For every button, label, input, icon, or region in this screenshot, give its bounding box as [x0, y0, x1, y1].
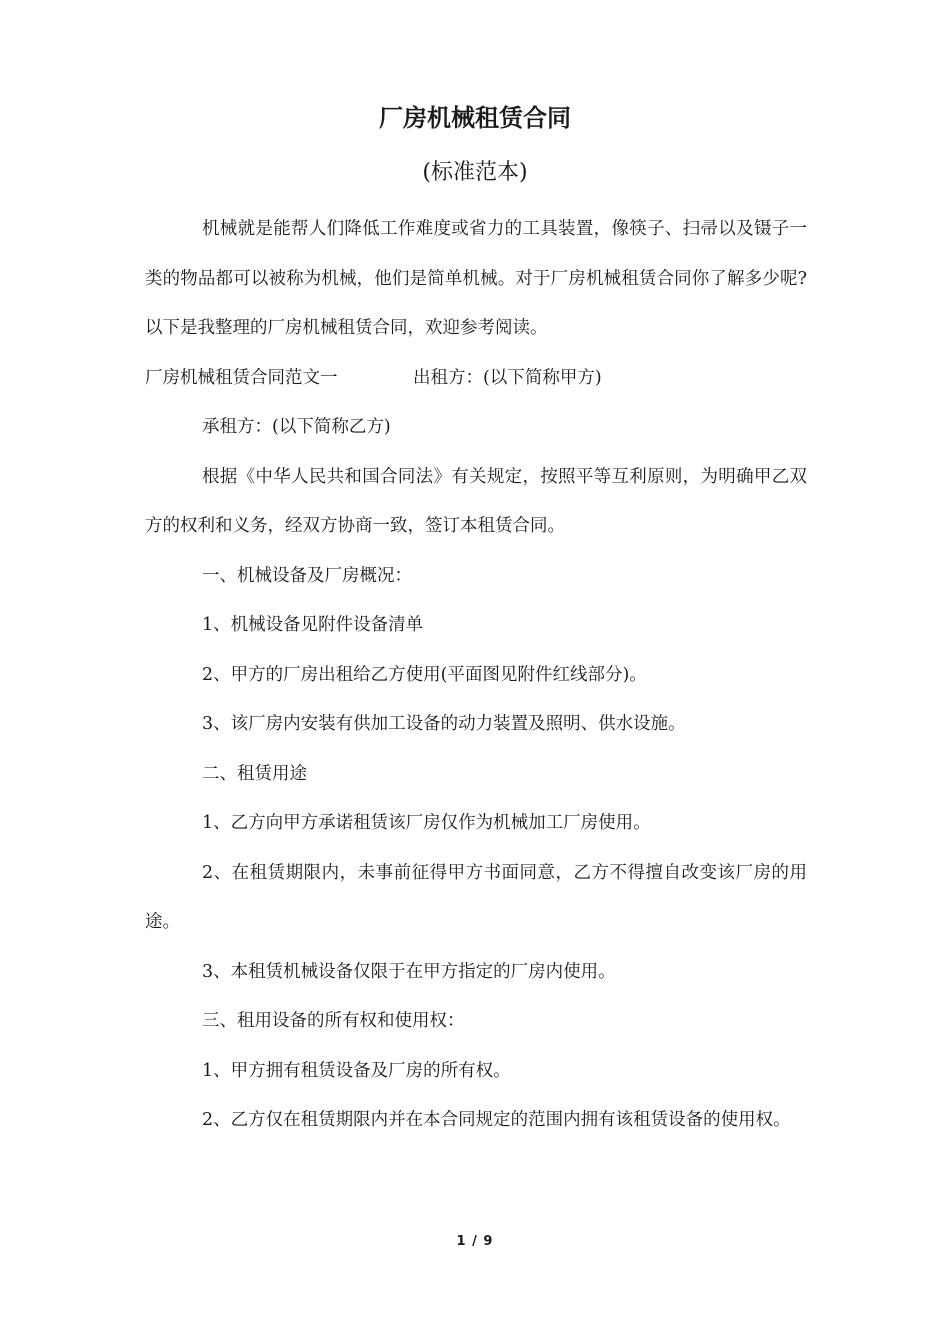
section-3-title: 三、租用设备的所有权和使用权：	[202, 1011, 465, 1031]
section-2-item-1: 1、乙方向甲方承诺租赁该厂房仅作为机械加工厂房使用。	[202, 813, 651, 833]
document-body	[145, 205, 807, 1146]
lessor-line: 出租方：(以下简称甲方)	[413, 367, 602, 388]
section-2-item-3: 3、本租赁机械设备仅限于在甲方指定的厂房内使用。	[202, 961, 616, 982]
lessee-line: 承租方：(以下简称乙方)	[202, 417, 391, 437]
document-title: 厂房机械租赁合同	[379, 104, 571, 132]
preamble-paragraph: 根据《中华人民共和国合同法》有关规定，按照平等互利原则，为明确甲乙双方的权利和义务，经双方协商一致，签订本租赁合同。	[145, 466, 807, 536]
section-1-item-2: 2、甲方的厂房出租给乙方使用(平面图见附件红线部分)。	[202, 664, 647, 685]
section-2-title: 二、租赁用途	[202, 763, 307, 784]
section-1-item-3: 3、该厂房内安装有供加工设备的动力装置及照明、供水设施。	[202, 714, 686, 734]
document-subtitle: (标准范本)	[422, 160, 528, 185]
section-1-item-1: 1、机械设备见附件设备清单	[202, 615, 424, 635]
section-2-item-2: 2、在租赁期限内，未事前征得甲方书面同意，乙方不得擅自改变该厂房的用途。	[145, 862, 807, 932]
sample-heading-line	[145, 354, 807, 404]
page-indicator: 1 / 9	[456, 1234, 494, 1249]
intro-paragraph: 机械就是能帮人们降低工作难度或省力的工具装置，像筷子、扫帚以及镊子一类的物品都可以被称为机械，他们是简单机械。对于厂房机械租赁合同你了解多少呢?以下是我整理的厂房机械租赁合同，欢迎参考阅读。	[145, 219, 807, 338]
section-3-item-2: 2、乙方仅在租赁期限内并在本合同规定的范围内拥有该租赁设备的使用权。	[202, 1110, 791, 1130]
section-3-item-1: 1、甲方拥有租赁设备及厂房的所有权。	[202, 1060, 511, 1081]
section-1-title: 一、机械设备及厂房概况：	[202, 565, 412, 586]
sample-heading: 厂房机械租赁合同范文一	[145, 367, 338, 388]
